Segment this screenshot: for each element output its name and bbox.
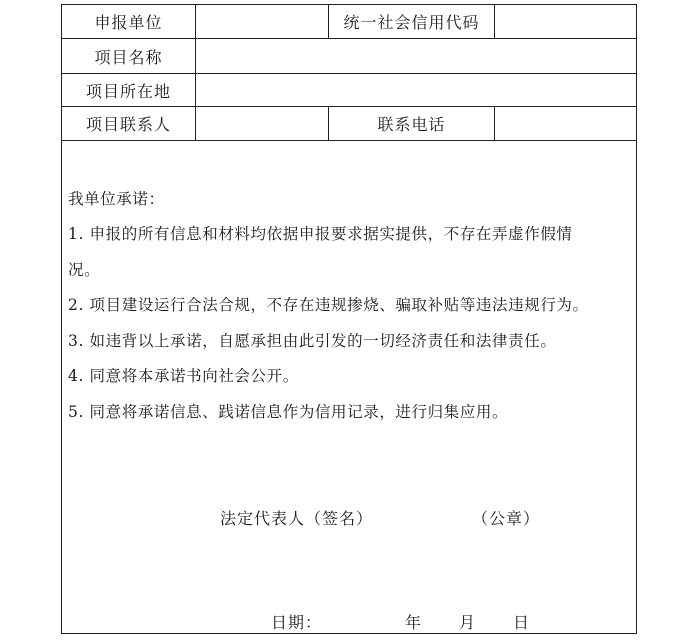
credit-code-label: 统一社会信用代码: [343, 13, 480, 32]
commitment-heading: 我单位承诺：: [68, 190, 165, 208]
project-contact-value-cell[interactable]: [196, 107, 329, 140]
row-declarant: [62, 5, 636, 39]
commitment-item-2: 2. 项目建设运行合法合规，不存在违规掺烧、骗取补贴等违法违规行为。: [68, 296, 589, 314]
commitment-item-5: 5. 同意将承诺信息、践诺信息作为信用记录，进行归集应用。: [68, 403, 509, 421]
date-year: 年: [405, 613, 423, 632]
commitment-form: [61, 4, 637, 634]
legal-representative-signature: 法定代表人（签名）: [220, 509, 374, 528]
contact-phone-value-cell[interactable]: [495, 107, 636, 140]
project-contact-label: 项目联系人: [85, 115, 171, 134]
contact-phone-label-cell: [329, 107, 495, 140]
row-project-location: [62, 74, 636, 107]
project-location-label-cell: [62, 74, 196, 106]
project-name-label-cell: [62, 39, 196, 73]
official-seal: （公章）: [472, 509, 541, 528]
project-name-value-cell[interactable]: [196, 39, 636, 73]
commitment-item-1-cont: 况。: [68, 261, 101, 279]
row-project-contact: [62, 107, 636, 141]
commitment-item-1: 1. 申报的所有信息和材料均依据申报要求据实提供，不存在弄虚作假情: [68, 225, 573, 243]
commitment-item-4: 4. 同意将本承诺书向社会公开。: [68, 367, 299, 385]
date-label: 日期：: [271, 613, 323, 632]
declarant-label: 申报单位: [94, 13, 163, 32]
project-location-value-cell[interactable]: [196, 74, 636, 106]
date-day: 日: [513, 613, 531, 632]
credit-code-value-cell[interactable]: [495, 5, 636, 38]
declarant-value-cell[interactable]: [196, 5, 329, 38]
declarant-label-cell: [62, 5, 196, 38]
date-month: 月: [459, 613, 477, 632]
project-name-label: 项目名称: [94, 47, 163, 67]
credit-code-label-cell: [329, 5, 495, 38]
project-contact-label-cell: [62, 107, 196, 140]
row-project-name: [62, 39, 636, 74]
commitment-item-3: 3. 如违背以上承诺，自愿承担由此引发的一切经济责任和法律责任。: [68, 332, 557, 350]
contact-phone-label: 联系电话: [377, 115, 446, 134]
project-location-label: 项目所在地: [85, 81, 171, 101]
